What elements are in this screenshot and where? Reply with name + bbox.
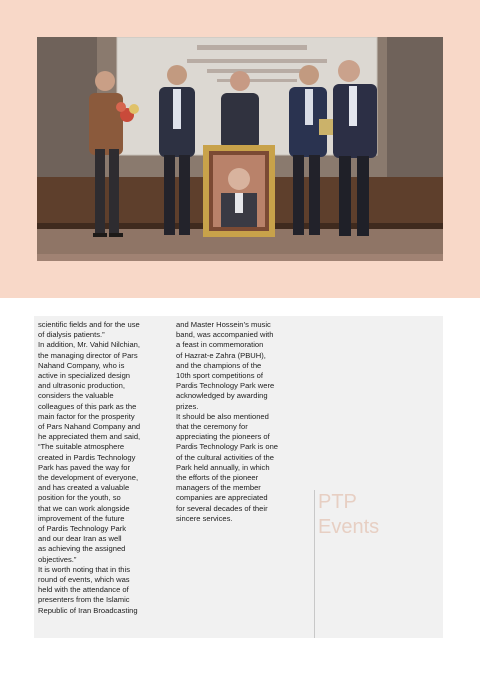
section-divider (314, 490, 315, 638)
ceremony-photo (37, 37, 443, 261)
article-text-left: scientific fields and for the use of dialysis patients.” In addition, Mr. Vahid Nilchian, the managing director of Pars Nahand Company, who is active in specialized design and ultrasonic production, considers the valuable colleagues of this park as the main factor for the prosperity of Pars Nahand Company and he appreciated them and said, “The suitable atmosphere created in Pardis Technology Park has paved the way for the development of everyone, and has created a valuable position for the youth, so that we can work alongside improvement of the future of Pardis Technology Park and our dear Iran as well as achieving the assigned objectives.” It is worth noting that in this round of events, which was held with the attendance of presenters from the Islamic Republic of Iran Broadcasting (38, 320, 141, 615)
section-label-line2: Events (318, 516, 380, 538)
article-column-right (176, 320, 304, 524)
section-label-line1: PTP (318, 491, 357, 513)
section-label (318, 490, 379, 540)
article-column-left (38, 320, 168, 616)
article-text-right: and Master Hossein’s music band, was accompanied with a feast in commemoration of Hazrat-e Zahra (PBUH), and the champions of the 10th sport competitions of Pardis Technology Park were acknowledged by awarding prizes. It should be also mentioned that the ceremony for appreciating the pioneers of Pardis Technology Park is one of the cultural activities of the Park held annually, in which the efforts of the pioneer managers of the member companies are appreciated for several decades of their sincere services. (176, 320, 279, 523)
